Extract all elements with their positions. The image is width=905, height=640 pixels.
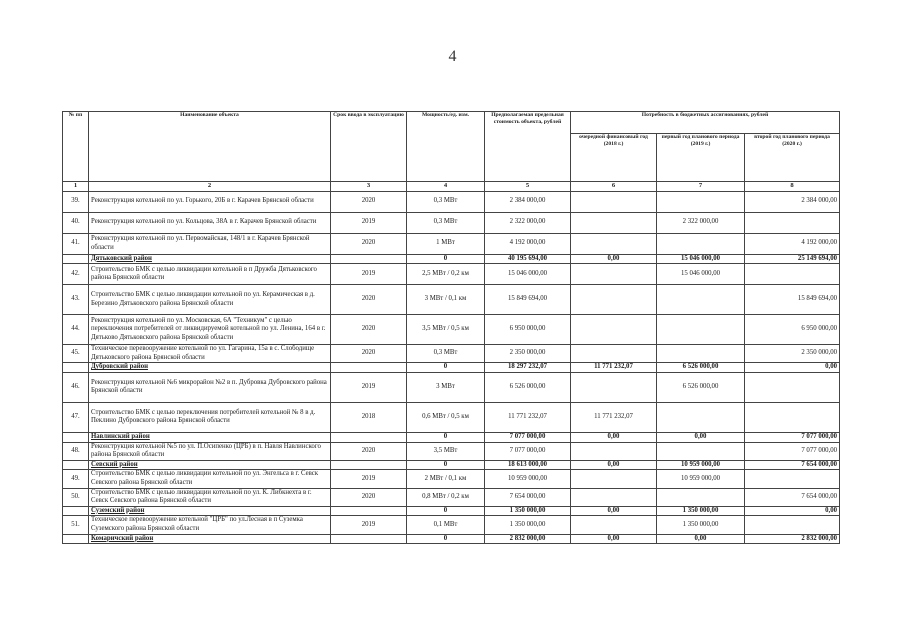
cost: 1 350 000,00 <box>485 506 571 516</box>
budget-2018: 11 771 232,07 <box>571 402 657 432</box>
budget-2018 <box>571 516 657 534</box>
commission-date: 2020 <box>331 488 407 506</box>
row-number <box>63 534 89 544</box>
budget-2018 <box>571 470 657 488</box>
cost: 15 849 694,00 <box>485 285 571 315</box>
cost: 2 322 000,00 <box>485 212 571 233</box>
commission-date: 2019 <box>331 372 407 402</box>
row-number <box>63 254 89 264</box>
capacity: 1 МВт <box>407 233 485 254</box>
row-number <box>63 460 89 470</box>
table-row <box>63 470 840 488</box>
table-row <box>63 285 840 315</box>
capacity: 0,8 МВт / 0,2 км <box>407 488 485 506</box>
capacity: 2 МВт / 0,1 км <box>407 470 485 488</box>
object-name: Реконструкция котельной №6 микрорайон №2 в п. Дубровка Дубровского района Брянской области <box>89 372 331 402</box>
budget-2018 <box>571 191 657 212</box>
budget-2018 <box>571 345 657 363</box>
capacity: 2,5 МВт / 0,2 км <box>407 264 485 285</box>
capacity: 0 <box>407 432 485 442</box>
budget-table <box>62 111 840 544</box>
cost: 7 077 000,00 <box>485 432 571 442</box>
commission-date <box>331 506 407 516</box>
object-name: Строительство БМК с целью ликвидации котельной по ул. Керамическая в д. Березино Дятьковского района Брянской области <box>89 285 331 315</box>
budget-2018 <box>571 372 657 402</box>
budget-2019: 10 959 000,00 <box>657 470 745 488</box>
table-row <box>63 191 840 212</box>
capacity: 0,6 МВт / 0,5 км <box>407 402 485 432</box>
budget-2020: 0,00 <box>745 506 840 516</box>
capacity: 3,5 МВт <box>407 442 485 460</box>
table-row <box>63 442 840 460</box>
table-row <box>63 264 840 285</box>
row-number: 44. <box>63 315 89 345</box>
budget-2020: 2 832 000,00 <box>745 534 840 544</box>
col-number-3: 3 <box>331 182 407 192</box>
commission-date: 2020 <box>331 191 407 212</box>
district-name: Комаричский район <box>89 534 331 544</box>
budget-2018 <box>571 264 657 285</box>
budget-2019 <box>657 402 745 432</box>
capacity: 0,3 МВт <box>407 191 485 212</box>
row-number: 42. <box>63 264 89 285</box>
commission-date: 2019 <box>331 470 407 488</box>
budget-2018: 11 771 232,07 <box>571 363 657 373</box>
budget-2020: 4 192 000,00 <box>745 233 840 254</box>
row-number: 50. <box>63 488 89 506</box>
table-row <box>63 516 840 534</box>
commission-date: 2019 <box>331 212 407 233</box>
budget-2020: 2 350 000,00 <box>745 345 840 363</box>
row-number <box>63 506 89 516</box>
budget-2019 <box>657 233 745 254</box>
capacity: 3 МВт <box>407 372 485 402</box>
budget-2020: 0,00 <box>745 363 840 373</box>
row-number: 43. <box>63 285 89 315</box>
district-name: Севский район <box>89 460 331 470</box>
commission-date: 2020 <box>331 345 407 363</box>
table-row <box>63 402 840 432</box>
capacity: 0 <box>407 363 485 373</box>
commission-date: 2020 <box>331 233 407 254</box>
cost: 10 959 000,00 <box>485 470 571 488</box>
budget-2020 <box>745 212 840 233</box>
table-header <box>63 112 840 192</box>
cost: 2 384 000,00 <box>485 191 571 212</box>
header-cost: Предполагаемая предельная стоимость объекта, рублей <box>485 112 571 182</box>
table-row <box>63 372 840 402</box>
budget-2020 <box>745 372 840 402</box>
district-row <box>63 506 840 516</box>
capacity: 0,1 МВт <box>407 516 485 534</box>
commission-date <box>331 254 407 264</box>
budget-2019: 0,00 <box>657 534 745 544</box>
budget-2019 <box>657 345 745 363</box>
object-name: Реконструкция котельной №5 по ул. П.Осипенко (ЦРБ) в п. Навля Навлинского района Брянской области <box>89 442 331 460</box>
budget-2020 <box>745 264 840 285</box>
budget-2019: 6 526 000,00 <box>657 363 745 373</box>
object-name: Реконструкция котельной по ул. Кольцова, 38А в г. Карачев Брянской области <box>89 212 331 233</box>
col-number-1: 1 <box>63 182 89 192</box>
district-name: Навлинский район <box>89 432 331 442</box>
budget-2019: 10 959 000,00 <box>657 460 745 470</box>
cost: 11 771 232,07 <box>485 402 571 432</box>
object-name: Строительство БМК с целью переключения потребителей котельной № 8 в д. Пеклино Дубровского района Брянской области <box>89 402 331 432</box>
row-number: 48. <box>63 442 89 460</box>
capacity: 0 <box>407 506 485 516</box>
row-number <box>63 432 89 442</box>
budget-2018 <box>571 488 657 506</box>
table-row <box>63 233 840 254</box>
object-name: Реконструкция котельной по ул. Горького, 20Б в г. Карачев Брянской области <box>89 191 331 212</box>
commission-date: 2018 <box>331 402 407 432</box>
budget-2018 <box>571 315 657 345</box>
col-number-7: 7 <box>657 182 745 192</box>
col-number-2: 2 <box>89 182 331 192</box>
page-number: 4 <box>448 48 457 65</box>
capacity: 3,5 МВт / 0,5 км <box>407 315 485 345</box>
commission-date: 2020 <box>331 285 407 315</box>
budget-2020: 25 149 694,00 <box>745 254 840 264</box>
table-row <box>63 315 840 345</box>
commission-date <box>331 534 407 544</box>
header-capacity: Мощность/ед. изм. <box>407 112 485 182</box>
capacity: 0 <box>407 254 485 264</box>
budget-2020 <box>745 470 840 488</box>
budget-2018: 0,00 <box>571 432 657 442</box>
budget-2019: 6 526 000,00 <box>657 372 745 402</box>
table-row <box>63 345 840 363</box>
budget-2018 <box>571 442 657 460</box>
col-number-6: 6 <box>571 182 657 192</box>
budget-2020: 7 654 000,00 <box>745 460 840 470</box>
commission-date: 2020 <box>331 315 407 345</box>
budget-2018: 0,00 <box>571 460 657 470</box>
budget-2020: 6 950 000,00 <box>745 315 840 345</box>
district-name: Дубровский район <box>89 363 331 373</box>
budget-2018 <box>571 212 657 233</box>
capacity: 3 МВт / 0,1 км <box>407 285 485 315</box>
cost: 18 297 232,07 <box>485 363 571 373</box>
commission-date: 2019 <box>331 264 407 285</box>
cost: 4 192 000,00 <box>485 233 571 254</box>
object-name: Строительство БМК с целью ликвидации котельной по ул. К. Либкнехта в г. Севск Севского района Брянской области <box>89 488 331 506</box>
budget-2019 <box>657 442 745 460</box>
row-number: 45. <box>63 345 89 363</box>
header-budget-group: Потребность в бюджетных ассигнованиях, рублей <box>571 112 840 134</box>
col-number-5: 5 <box>485 182 571 192</box>
row-number: 49. <box>63 470 89 488</box>
object-name: Строительство БМК с целью ликвидации котельной в п Дружба Дятьковского района Брянской области <box>89 264 331 285</box>
budget-2019 <box>657 315 745 345</box>
budget-2020 <box>745 516 840 534</box>
row-number: 39. <box>63 191 89 212</box>
row-number: 41. <box>63 233 89 254</box>
col-number-4: 4 <box>407 182 485 192</box>
budget-2020 <box>745 402 840 432</box>
header-object-name: Наименование объекта <box>89 112 331 182</box>
budget-2018: 0,00 <box>571 534 657 544</box>
district-name: Дятьковский район <box>89 254 331 264</box>
cost: 1 350 000,00 <box>485 516 571 534</box>
object-name: Техническое перевооружение котельной "ЦРБ" по ул.Лесная в п Суземка Суземского района Брянской области <box>89 516 331 534</box>
capacity: 0,3 МВт <box>407 212 485 233</box>
budget-2019: 0,00 <box>657 432 745 442</box>
budget-2020: 7 077 000,00 <box>745 442 840 460</box>
district-row <box>63 460 840 470</box>
cost: 7 654 000,00 <box>485 488 571 506</box>
budget-2018 <box>571 285 657 315</box>
object-name: Техническое перевооружение котельной по ул. Гагарина, 15а в с. Слободище Дятьковского района Брянской области <box>89 345 331 363</box>
commission-date: 2020 <box>331 442 407 460</box>
budget-2020: 7 077 000,00 <box>745 432 840 442</box>
object-name: Реконструкция котельной по ул. Московская, 6А "Техникум" с целью переключения потребителей от ликвидируемой котельной по ул. Ленина, 164 в г. Дятьково Дятьковского района Брянской области <box>89 315 331 345</box>
table-body <box>63 191 840 544</box>
capacity: 0 <box>407 460 485 470</box>
header-year-2018: очередной финансовый год (2018 г.) <box>571 134 657 182</box>
district-row <box>63 534 840 544</box>
table-row <box>63 212 840 233</box>
budget-2019: 1 350 000,00 <box>657 516 745 534</box>
cost: 2 350 000,00 <box>485 345 571 363</box>
commission-date <box>331 363 407 373</box>
object-name: Строительство БМК с целью ликвидации котельной по ул. Энгельса в г. Севск Севского района Брянской области <box>89 470 331 488</box>
district-row <box>63 432 840 442</box>
budget-2019: 2 322 000,00 <box>657 212 745 233</box>
budget-2020: 2 384 000,00 <box>745 191 840 212</box>
commission-date: 2019 <box>331 516 407 534</box>
cost: 2 832 000,00 <box>485 534 571 544</box>
header-year-2019: первый год планового периода (2019 г.) <box>657 134 745 182</box>
budget-2019 <box>657 191 745 212</box>
row-number: 46. <box>63 372 89 402</box>
budget-2018: 0,00 <box>571 506 657 516</box>
cost: 18 613 000,00 <box>485 460 571 470</box>
col-number-8: 8 <box>745 182 840 192</box>
row-number: 47. <box>63 402 89 432</box>
capacity: 0 <box>407 534 485 544</box>
row-number: 40. <box>63 212 89 233</box>
budget-2019 <box>657 488 745 506</box>
cost: 7 077 000,00 <box>485 442 571 460</box>
commission-date <box>331 460 407 470</box>
commission-date <box>331 432 407 442</box>
budget-2018 <box>571 233 657 254</box>
cost: 15 046 000,00 <box>485 264 571 285</box>
district-row <box>63 363 840 373</box>
budget-2019: 15 046 000,00 <box>657 254 745 264</box>
budget-2020: 7 654 000,00 <box>745 488 840 506</box>
district-name: Суземский район <box>89 506 331 516</box>
budget-2019 <box>657 285 745 315</box>
capacity: 0,3 МВт <box>407 345 485 363</box>
budget-2019: 15 046 000,00 <box>657 264 745 285</box>
row-number <box>63 363 89 373</box>
object-name: Реконструкция котельной по ул. Первомайская, 148/1 в г. Карачев Брянской области <box>89 233 331 254</box>
row-number: 51. <box>63 516 89 534</box>
cost: 6 950 000,00 <box>485 315 571 345</box>
cost: 40 195 694,00 <box>485 254 571 264</box>
header-number: № пп <box>63 112 89 182</box>
cost: 6 526 000,00 <box>485 372 571 402</box>
budget-2018: 0,00 <box>571 254 657 264</box>
budget-2019: 1 350 000,00 <box>657 506 745 516</box>
header-year-2020: второй год планового периода (2020 г.) <box>745 134 840 182</box>
district-row <box>63 254 840 264</box>
budget-2020: 15 849 694,00 <box>745 285 840 315</box>
table-row <box>63 488 840 506</box>
header-commission-date: Срок ввода в эксплуатацию <box>331 112 407 182</box>
